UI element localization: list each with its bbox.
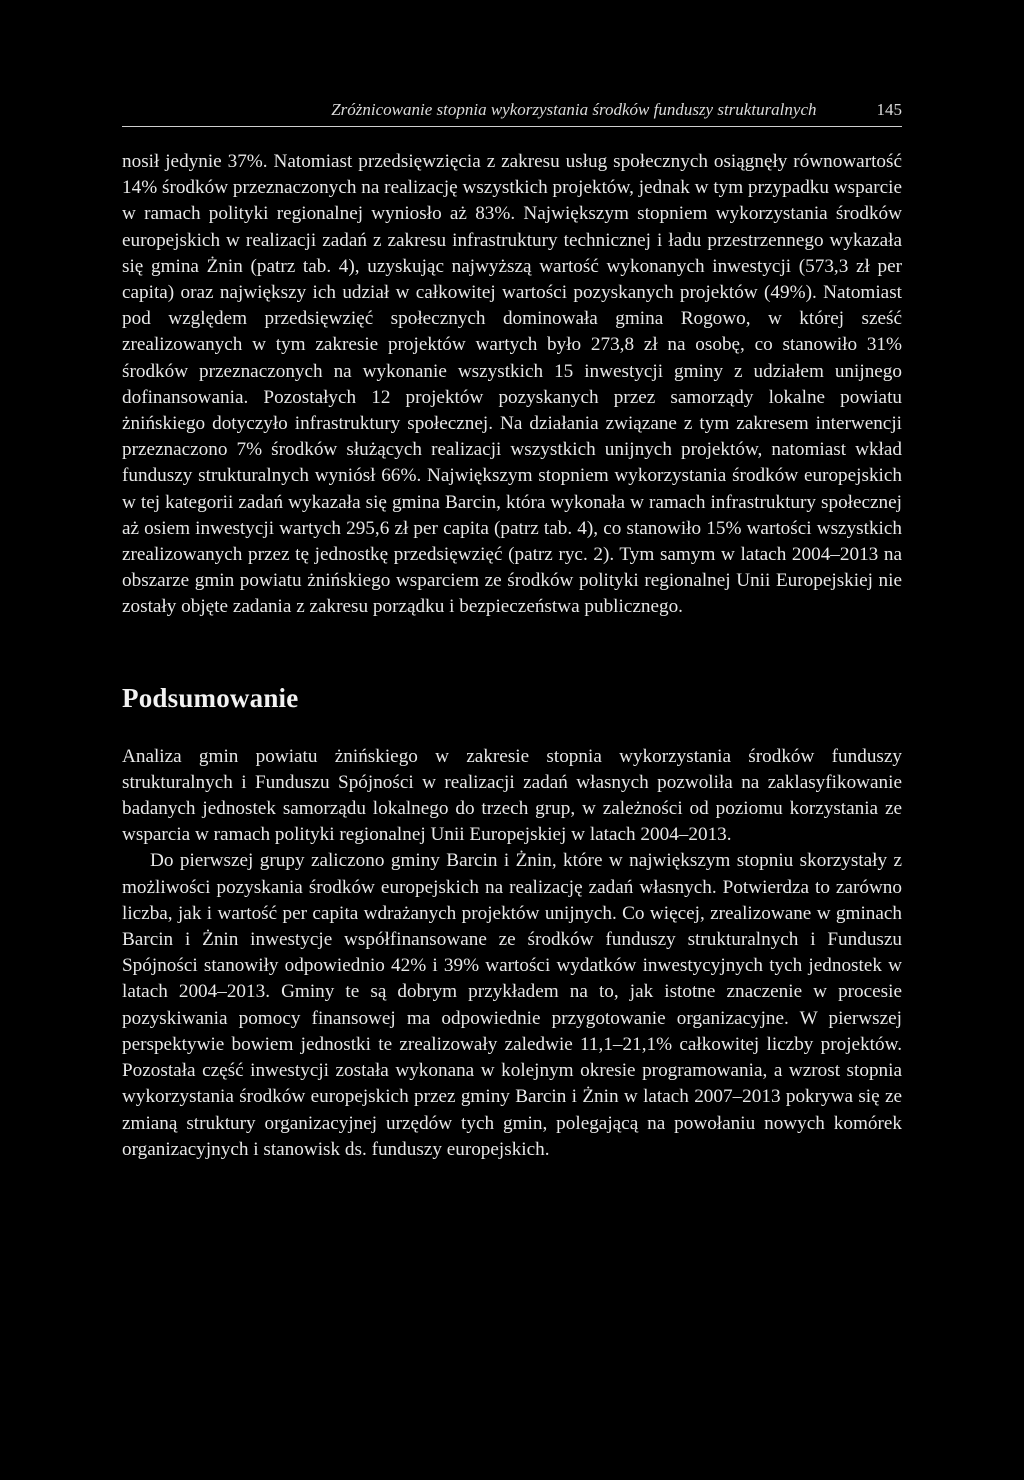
document-page <box>122 100 902 1163</box>
summary-paragraph-2: Do pierwszej grupy zaliczono gminy Barcin i Żnin, które w największym stopniu skorzystały z możliwości pozyskania środków europejskich na realizację zadań własnych. Potwierdza to zarówno liczba, jak i wartość per capita wdrażanych projektów unijnych. Co więcej, zrealizowane w gminach Barcin i Żnin inwestycje współfinansowane ze środków funduszy strukturalnych i Funduszu Spójności stanowiły odpowiednio 42% i 39% wartości wydatków inwestycyjnych tych jednostek w latach 2004–2013. Gminy te są dobrym przykładem na to, jak istotne znaczenie w procesie pozyskiwania pomocy finansowej ma odpowiednie przygotowanie organizacyjne. W pierwszej perspektywie bowiem jednostki te zrealizowały zaledwie 11,1–21,1% całkowitej liczby projektów. Pozostała część inwestycji została wykonana w kolejnym okresie programowania, a wzrost stopnia wykorzystania środków europejskich przez gminy Barcin i Żnin w latach 2007–2013 pokrywa się ze zmianą struktury organizacyjnej urzędów tych gmin, polegającą na powołaniu nowych komórek organizacyjnych i stanowisk ds. funduszy europejskich. <box>122 850 902 1160</box>
page-number: 145 <box>876 100 902 119</box>
running-header-title: Zróżnicowanie stopnia wykorzystania środków funduszy strukturalnych <box>331 100 817 119</box>
body-text <box>122 149 902 1163</box>
summary-paragraph-1: Analiza gmin powiatu żnińskiego w zakresie stopnia wykorzystania środków funduszy strukturalnych i Funduszu Spójności w realizacji zadań własnych pozwoliła na zaklasyfikowanie badanych jednostek samorządu lokalnego do trzech grup, w zależności od poziomu korzystania ze wsparcia w ramach polityki regionalnej Unii Europejskiej w latach 2004–2013. <box>122 745 902 846</box>
running-header <box>122 100 902 127</box>
paragraph-continued: nosił jedynie 37%. Natomiast przedsięwzięcia z zakresu usług społecznych osiągnęły równowartość 14% środków przeznaczonych na realizację wszystkich projektów, jednak w tym przypadku wsparcie w ramach polityki regionalnej wyniosło aż 83%. Największym stopniem wykorzystania środków europejskich w realizacji zadań z zakresu infrastruktury technicznej i ładu przestrzennego wykazała się gmina Żnin (patrz tab. 4), uzyskując najwyższą wartość wykonanych inwestycji (573,3 zł per capita) oraz największy ich udział w całkowitej wartości pozyskanych projektów (49%). Natomiast pod względem przedsięwzięć społecznych dominowała gmina Rogowo, w której sześć zrealizowanych w tym zakresie projektów wartych było 273,8 zł na osobę, co stanowiło 31% środków przeznaczonych na wykonanie wszystkich 15 inwestycji gminy z udziałem unijnego dofinansowania. Pozostałych 12 projektów pozyskanych przez samorządy lokalne powiatu żnińskiego dotyczyło infrastruktury społecznej. Na działania związane z tym zakresem interwencji przeznaczono 7% środków służących realizacji wszystkich unijnych projektów, natomiast wkład funduszy strukturalnych wyniósł 66%. Największym stopniem wykorzystania środków europejskich w tej kategorii zadań wykazała się gmina Barcin, która wykonała w ramach infrastruktury społecznej aż osiem inwestycji wartych 295,6 zł per capita (patrz tab. 4), co stanowiło 15% wartości wszystkich zrealizowanych przez tę jednostkę przedsięwzięć (patrz ryc. 2). Tym samym w latach 2004–2013 na obszarze gmin powiatu żnińskiego wsparciem ze środków polityki regionalnej Unii Europejskiej nie zostały objęte zadania z zakresu porządku i bezpieczeństwa publicznego. <box>122 151 902 618</box>
section-heading-summary: Podsumowanie <box>122 682 299 713</box>
